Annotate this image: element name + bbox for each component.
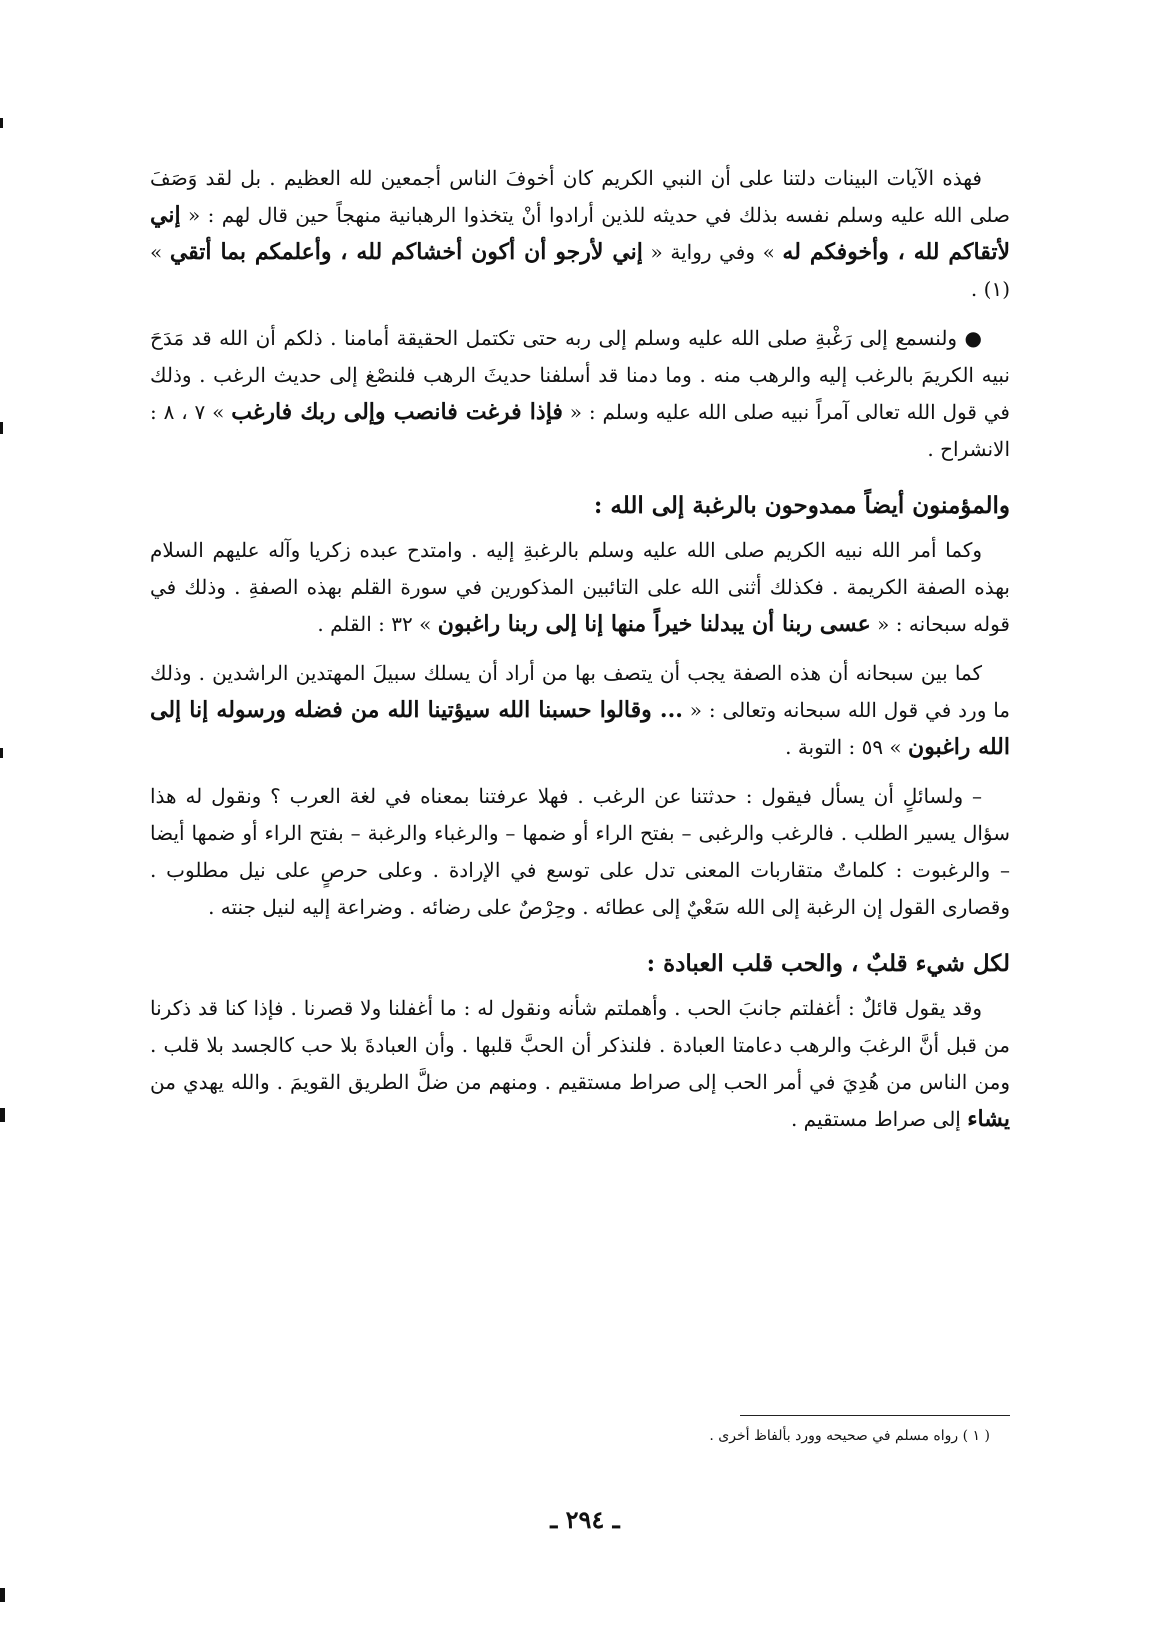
text-run: إلى صراط مستقيم . [790, 1107, 968, 1131]
text-run: كما بين سبحانه أن هذه الصفة يجب أن يتصف بها من أراد أن يسلك سبيلَ المهتدين الراشدين . وذلك ما ورد في قول الله سبحانه وتعالى : « [150, 661, 1011, 722]
scan-margin-mark [0, 118, 3, 128]
quran-quote: ... وقالوا حسبنا الله سيؤتينا الله من فضله ورسوله إنا إلى الله راغبون [150, 697, 1010, 760]
paragraph-3 [150, 532, 1010, 643]
section-heading-1: والمؤمنون أيضاً ممدوحون بالرغبة إلى الله : [593, 492, 1010, 519]
quran-quote: فإذا فرغت فانصب وإلى ربك فارغب [231, 399, 563, 425]
text-run: » ٣٢ : القلم . [317, 612, 438, 636]
main-text [150, 160, 1010, 1150]
paragraph-6 [150, 990, 1010, 1138]
emphasis-word: يشاء [967, 1106, 1010, 1132]
paragraph-5 [150, 778, 1010, 926]
hadith-quote: إني لأرجو أن أكون أخشاكم لله ، وأعلمكم بما أتقي [169, 239, 643, 265]
text-run: ● ولنسمع إلى رَغْبةِ صلى الله عليه وسلم إلى ربه حتى تكتمل الحقيقة أمامنا . ذلكم أن الله قد مَدَحَ نبيه الكريمَ بالرغب إليه والرهب منه . وما دمنا قد أسلفنا حديثَ الرهب فلنصْغ إلى حديث الرغب . وذلك في قول الله تعالى آمراً نبيه صلى الله عليه وسلم : « [150, 326, 1010, 424]
text-run: » (١) . [150, 240, 1010, 301]
scan-margin-mark [0, 748, 3, 758]
text-run: » وفي رواية « [642, 240, 783, 264]
quran-quote: عسى ربنا أن يبدلنا خيراً منها إنا إلى ربنا راغبون [437, 611, 871, 637]
paragraph-2 [150, 320, 1010, 468]
scan-margin-mark [0, 1108, 5, 1122]
paragraph-1 [150, 160, 1010, 308]
scan-margin-mark [0, 1588, 5, 1602]
text-run: وكما أمر الله نبيه الكريم صلى الله عليه وسلم بالرغبةِ إليه . وامتدح عبده زكريا وآله عليهم السلام بهذه الصفة الكريمة . فكذلك أثنى الله على التائبين المذكورين في سورة القلم بهذه الصفةِ . وذلك في قوله سبحانه : « [150, 538, 1011, 636]
page-number: ـ ٢٩٤ ـ [550, 1505, 620, 1534]
text-run: وقد يقول قائلٌ : أغفلتم جانبَ الحب . وأهملتم شأنه ونقول له : ما أغفلنا ولا قصرنا . فإذا كنا قد ذكرنا من قبل أنَّ الرغبَ والرهب دعامتا العبادة . فلنذكر أن الحبَّ قلبها . وأن العبادةَ بلا حب كالجسد بلا قلب . ومن الناس من هُدِيَ في أمر الحب إلى صراط مستقيم . ومنهم من ضلَّ الطريق القويمَ . والله يهدي من [150, 996, 1010, 1094]
paragraph-4 [150, 655, 1010, 766]
section-heading-2: لكل شيء قلبٌ ، والحب قلب العبادة : [646, 950, 1010, 977]
text-run: فهذه الآيات البينات دلتنا على أن النبي الكريم كان أخوفَ الناس أجمعين لله العظيم . بل لقد وَصَفَ صلى الله عليه وسلم نفسه بذلك في حديثه للذين أرادوا أنْ يتخذوا الرهبانية منهجاً حين قال لهم : « [150, 166, 1010, 227]
text-run: – ولسائلٍ أن يسأل فيقول : حدثتنا عن الرغب . فهلا عرفتنا بمعناه في لغة العرب ؟ ونقول له هذا سؤال يسير الطلب . فالرغب والرغبى – بفتح الراء أو ضمها – والرغباء والرغبة – بفتح الراء أو ضمها أيضا – والرغبوت : كلماتٌ متقاربات المعنى تدل على توسع في الإرادة . وعلى حرصٍ على نيل مطلوب . وقصارى القول إن الرغبة إلى الله سَعْيٌ إلى عطائه . وحِرْصٌ على رضائه . وضراعة إليه لنيل جنته . [150, 784, 1010, 919]
text-run: » ٥٩ : التوبة . [785, 735, 909, 759]
footnote: ( ١ ) رواه مسلم في صحيحه وورد بألفاظ أخرى . [709, 1428, 990, 1444]
hadith-quote: إني لأتقاكم لله ، وأخوفكم له [150, 202, 1011, 265]
footnote-divider [740, 1415, 1010, 1416]
scan-margin-mark [0, 422, 3, 434]
text-run: » ٧ ، ٨ : الانشراح . [150, 400, 1010, 461]
